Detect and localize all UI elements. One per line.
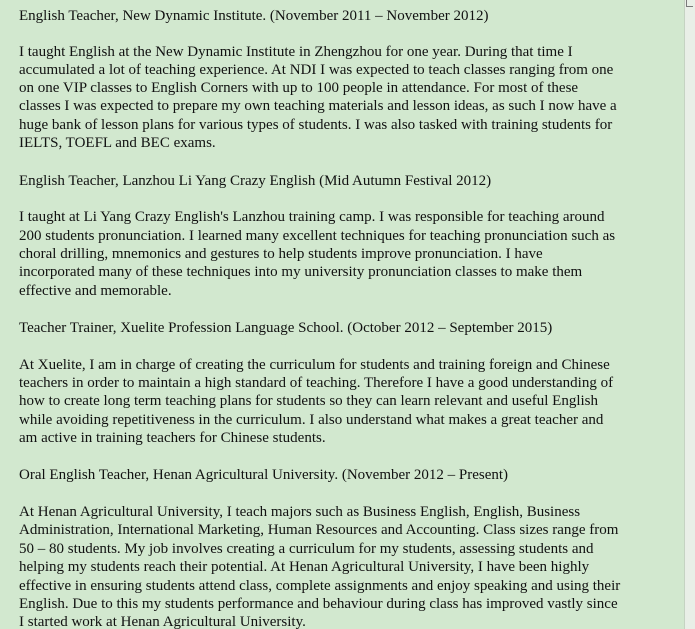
paragraph-line: effective and memorable. xyxy=(19,283,172,299)
paragraph-line: am active in training teachers for Chinese students. xyxy=(19,430,326,446)
paragraph-line: accumulated a lot of teaching experience. At NDI I was expected to teach classes ranging from one xyxy=(19,62,614,78)
paragraph-line: teachers in order to maintain a high standard of teaching. Therefore I have a good understanding of xyxy=(19,375,614,391)
paragraph-line: I taught English at the New Dynamic Institute in Zhengzhou for one year. During that time I xyxy=(19,44,573,60)
paragraph-line: while avoiding repetitiveness in the curriculum. I also understand what makes a great teacher and xyxy=(19,412,604,428)
corner-mark-icon xyxy=(686,0,693,7)
paragraph-line: choral drilling, mnemonics and gestures to help students improve pronunciation. I have xyxy=(19,246,543,262)
paragraph-line: I started work at Henan Agricultural University. xyxy=(19,614,306,629)
paragraph-line: I taught at Li Yang Crazy English's Lanzhou training camp. I was responsible for teaching around xyxy=(19,209,605,225)
paragraph-line: on one VIP classes to English Corners with up to 100 people in attendance. For most of these xyxy=(19,80,579,96)
paragraph-line: huge bank of lesson plans for various types of students. I was also tasked with training students for xyxy=(19,117,613,133)
section-heading: English Teacher, Lanzhou Li Yang Crazy English (Mid Autumn Festival 2012) xyxy=(19,173,492,189)
paragraph-line: 200 students pronunciation. I learned many excellent techniques for teaching pronunciation such as xyxy=(19,228,616,244)
section-heading: English Teacher, New Dynamic Institute. (November 2011 – November 2012) xyxy=(19,8,489,24)
vertical-scrollbar[interactable] xyxy=(684,0,695,629)
paragraph-line: classes I was expected to prepare my own teaching materials and lesson ideas, as such I now have a xyxy=(19,98,617,114)
paragraph-line: incorporated many of these techniques into my university pronunciation classes to make them xyxy=(19,264,583,280)
paragraph-line: Administration, International Marketing, Human Resources and Accounting. Class sizes range from xyxy=(19,522,619,538)
paragraph-line: At Henan Agricultural University, I teach majors such as Business English, English, Business xyxy=(19,504,581,520)
paragraph-line: effective in ensuring students attend class, complete assignments and enjoy speaking and using their xyxy=(19,578,621,594)
paragraph-line: IELTS, TOEFL and BEC exams. xyxy=(19,135,216,151)
section-heading: Teacher Trainer, Xuelite Profession Language School. (October 2012 – September 2015) xyxy=(19,320,553,336)
paragraph-line: English. Due to this my students performance and behaviour during class has improved vastly since xyxy=(19,596,618,612)
paragraph-line: 50 – 80 students. My job involves creating a curriculum for my students, assessing students and xyxy=(19,541,594,557)
paragraph-line: helping my students reach their potential. At Henan Agricultural University, I have been highly xyxy=(19,559,590,575)
paragraph-line: At Xuelite, I am in charge of creating the curriculum for students and training foreign and Chinese xyxy=(19,357,610,373)
section-heading: Oral English Teacher, Henan Agricultural University. (November 2012 – Present) xyxy=(19,467,509,483)
paragraph-line: how to create long term teaching plans for students so they can learn relevant and useful English xyxy=(19,393,598,409)
